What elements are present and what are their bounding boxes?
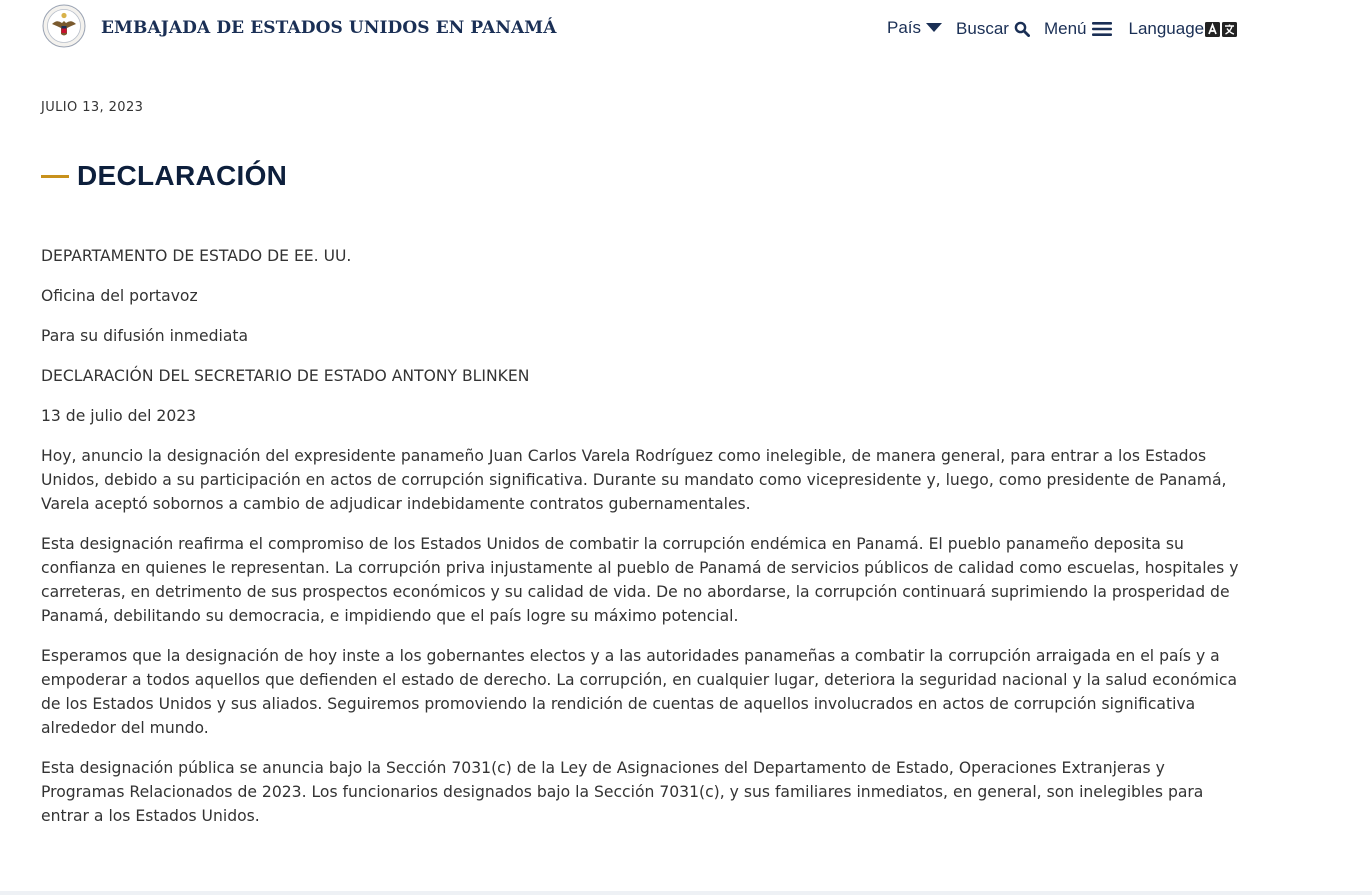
article-line: Oficina del portavoz xyxy=(41,287,198,305)
embassy-seal-icon[interactable] xyxy=(42,4,86,48)
article-paragraph: Esta designación pública se anuncia bajo la Sección 7031(c) de la Ley de Asignaciones del Departamento de Estado, Operaciones Extranjeras y Programas Relacionados de 2023. Los funcionarios designados bajo la Sección 7031(c), y sus familiares inmediatos, en general, son inelegibles para entrar a los Estados Unidos. xyxy=(41,759,1204,825)
nav-menu-label: Menú xyxy=(1043,19,1087,38)
article-body xyxy=(41,244,1246,844)
hamburger-icon xyxy=(1092,21,1112,37)
nav-language[interactable] xyxy=(1128,19,1237,39)
nav-menu[interactable] xyxy=(1044,19,1113,39)
main-nav xyxy=(887,19,1237,39)
nav-buscar-label: Buscar xyxy=(956,19,1009,38)
article-paragraph: Esperamos que la designación de hoy inste a los gobernantes electos y a las autoridades panameñas a combatir la corrupción arraigada en el país y a empoderar a todos aquellos que defienden el estado de derecho. La corrupción, en cualquier lugar, deteriora la seguridad nacional y la salud económica de los Estados Unidos y sus aliados. Seguiremos promoviendo la rendición de cuentas de aquellos involucrados en actos de corrupción significativa alrededor del mundo. xyxy=(41,647,1238,737)
site-header xyxy=(0,0,1372,60)
article-line: Para su difusión inmediata xyxy=(41,327,249,345)
footer-edge xyxy=(0,891,1372,895)
article-title: DECLARACIÓN xyxy=(77,160,288,191)
article-date: JULIO 13, 2023 xyxy=(41,100,144,115)
article-line: 13 de julio del 2023 xyxy=(41,407,197,425)
article-line: DEPARTAMENTO DE ESTADO DE EE. UU. xyxy=(41,247,352,265)
translate-icon xyxy=(1205,22,1237,37)
nav-language-label: Language xyxy=(1128,19,1205,38)
article-line: DECLARACIÓN DEL SECRETARIO DE ESTADO ANTONY BLINKEN xyxy=(41,367,530,385)
caret-down-icon xyxy=(926,23,942,33)
kicker-accent-bar xyxy=(41,175,69,178)
nav-buscar[interactable] xyxy=(956,19,1030,39)
nav-pais[interactable] xyxy=(887,18,942,38)
search-icon xyxy=(1014,21,1030,37)
site-title[interactable]: EMBAJADA DE ESTADOS UNIDOS EN PANAMÁ xyxy=(101,18,557,38)
article-kicker xyxy=(41,160,287,192)
article-paragraph: Hoy, anuncio la designación del expresidente panameño Juan Carlos Varela Rodríguez como inelegible, de manera general, para entrar a los Estados Unidos, debido a su participación en actos de corrupción significativa. Durante su mandato como vicepresidente y, luego, como presidente de Panamá, Varela aceptó sobornos a cambio de adjudicar indebidamente contratos gubernamentales. xyxy=(41,447,1227,513)
article-paragraph: Esta designación reafirma el compromiso de los Estados Unidos de combatir la corrupción endémica en Panamá. El pueblo panameño deposita su confianza en quienes le representan. La corrupción priva injustamente al pueblo de Panamá de servicios públicos de calidad como escuelas, hospitales y carreteras, en detrimento de sus prospectos económicos y su calidad de vida. De no abordarse, la corrupción continuará suprimiendo la prosperidad de Panamá, debilitando su democracia, e impidiendo que el país logre su máximo potencial. xyxy=(41,535,1239,625)
nav-pais-label: País xyxy=(887,18,922,37)
